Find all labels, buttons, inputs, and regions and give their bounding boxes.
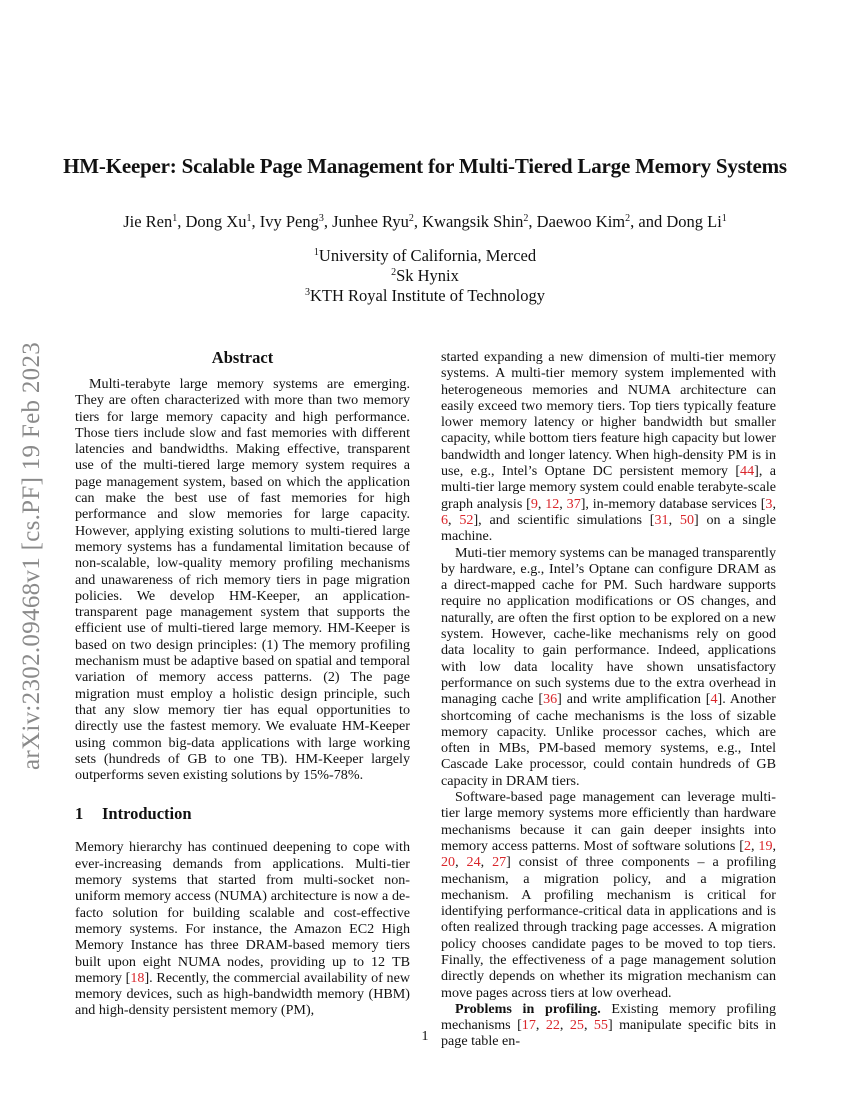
affiliation <box>0 286 850 306</box>
author-name: Ivy Peng <box>259 212 319 231</box>
citation-link[interactable]: 37 <box>566 495 581 512</box>
text-run: , <box>772 837 777 854</box>
affiliation-marker: 1 <box>172 213 178 224</box>
citation-link[interactable]: 55 <box>593 1017 608 1034</box>
text-run: Existing memory profiling mechanisms [ <box>441 1000 776 1034</box>
author-separator: , <box>251 212 260 231</box>
citation-link[interactable]: 19 <box>758 837 773 854</box>
text-run: , <box>559 495 567 512</box>
section-number: 1 <box>75 804 84 824</box>
author-separator: , <box>177 212 186 231</box>
author-separator: , <box>323 212 333 231</box>
section-title: Introduction <box>102 804 192 824</box>
section-heading-introduction <box>75 805 410 823</box>
citation-link[interactable]: 9 <box>530 495 538 512</box>
affiliation-marker: 2 <box>625 213 631 224</box>
text-run: , <box>583 1017 594 1034</box>
body-paragraph <box>441 789 776 1001</box>
paper-title: HM-Keeper: Scalable Page Management for Multi-Tiered Large Memory Systems <box>63 154 787 178</box>
text-run: ], in-memory database services [ <box>580 495 766 512</box>
affiliation-name: Sk Hynix <box>396 266 459 285</box>
text-run: ] consist of three components – a profiling mechanism, a migration policy, and a migration mechanism. A profiling mechanism is critical for identifying performance-critical data in applications and is often realized through tracking page accesses. A migration policy chooses candidate pages to be moved to top tiers. Finally, the effectiveness of a page management solution directly depends on whether its migration mechanism can move pages across tiers at low overhead. <box>441 854 777 1001</box>
citation-link[interactable]: 50 <box>679 511 694 528</box>
text-run: , <box>772 495 776 512</box>
abstract-body: Multi-terabyte large memory systems are emerging. They are often characterized with more than two memory tiers for large memory capacity and high performance. Those tiers include slow and fast memories with different latencies and bandwidths. Making effective, transparent use of the multi-tiered large memory system requires a page management system, based on which the application can make the best use of fast memories for high performance and slow memories for large capacity. However, applying existing solutions to multi-tiered large memory systems has a fundamental limitation because of non-scalable, low-quality memory profiling mechanisms and unawareness of rich memory tiers in page migration policies. We develop HM-Keeper, an application-transparent page management system that supports the efficient use of multi-tiered large memory. HM-Keeper is based on two design principles: (1) The memory profiling mechanism must be adaptive based on spatial and temporal variation of memory access patterns. (2) The page migration must employ a holistic design principle, such that any slow memory tier has equal opportunities to directly use the fastest memory. We evaluate HM-Keeper using common big-data applications with large working sets (hundreds of GB to one TB). HM-Keeper largely outperforms seven existing solutions by 15%-78%. <box>75 376 410 784</box>
affiliation-list <box>0 246 850 306</box>
author-name: Dong Xu <box>185 212 247 231</box>
citation-link[interactable]: 4 <box>710 691 718 708</box>
author-name: Daewoo Kim <box>536 212 626 231</box>
text-run: started expanding a new dimension of multi-tier memory systems. A multi-tier memory system implemented with heterogeneous memories and NUMA architecture can easily exceed two memory tiers. Top tiers typically feature lower memory latency or higher bandwidth but smaller capacity, while bottom tiers feature high capacity but lower bandwidth and longer latency. When high-density PM is in use, e.g., Intel’s Optane DC persistent memory [ <box>441 349 776 480</box>
author-name: Junhee Ryu <box>332 212 409 231</box>
introduction-paragraph <box>75 839 410 1018</box>
citation-link[interactable]: 18 <box>130 969 145 986</box>
citation-link[interactable]: 36 <box>543 691 558 708</box>
affiliation <box>0 266 850 286</box>
body-paragraph <box>441 545 776 789</box>
text-run: Muti-tier memory systems can be managed transparently by hardware, e.g., Intel’s Optane can configure DRAM as a direct-mapped cache for PM. Such hardware supports require no application modifications or OS changes, and naturally, are often the first option to be explored on a new system. However, cache-like mechanisms rely on good data locality to gain performance. Indeed, applications with low data locality have shown unsatisfactory performance on such systems due to the extra overhead in managing cache [ <box>441 544 776 708</box>
citation-link[interactable]: 20 <box>441 854 456 871</box>
affiliation-marker: 2 <box>391 267 397 278</box>
author-separator: , <box>528 212 537 231</box>
affiliation-marker: 3 <box>304 287 310 298</box>
author-name: Jie Ren <box>123 212 173 231</box>
affiliation-name: University of California, Merced <box>318 246 537 265</box>
author-list <box>0 212 850 232</box>
page-number: 1 <box>421 1029 429 1044</box>
arxiv-identifier-stamp: arXiv:2302.09468v1 [cs.PF] 19 Feb 2023 <box>18 341 45 770</box>
text-run: Memory hierarchy has continued deepening to cope with ever-increasing demands from applications. Multi-tier memory systems that started from multi-socket non-uniform memory access (NUMA) architecture is now a de-facto solution for building scalable and cost-effective memory systems. For instance, the Amazon EC2 High Memory Instance has three DRAM-based memory tiers built upon eight NUMA nodes, providing up to 12 TB memory [ <box>75 839 410 986</box>
affiliation <box>0 246 850 266</box>
citation-link[interactable]: 3 <box>765 495 773 512</box>
citation-link[interactable]: 44 <box>740 463 755 480</box>
citation-link[interactable]: 25 <box>569 1017 584 1034</box>
affiliation-marker: 1 <box>721 213 727 224</box>
affiliation-name: KTH Royal Institute of Technology <box>309 286 545 305</box>
left-column <box>75 349 410 1019</box>
text-run: , <box>448 511 460 528</box>
affiliation-marker: 2 <box>523 213 529 224</box>
author-separator: , and <box>630 212 667 231</box>
affiliation-marker: 2 <box>408 213 414 224</box>
citation-link[interactable]: 22 <box>545 1017 560 1034</box>
citation-link[interactable]: 27 <box>492 854 507 871</box>
text-run: , <box>559 1017 570 1034</box>
author-separator: , <box>413 212 423 231</box>
text-run: ]. Recently, the commercial availability of new memory devices, such as high-bandwidth memory (HBM) and high-density persistent memory (PM), <box>75 969 410 1019</box>
affiliation-marker: 1 <box>313 247 319 258</box>
text-run: , <box>535 1017 546 1034</box>
text-run: ] and write amplification [ <box>557 691 711 708</box>
citation-link[interactable]: 6 <box>441 511 449 528</box>
citation-link[interactable]: 31 <box>654 511 669 528</box>
text-run: , <box>537 495 546 512</box>
text-run: ], a multi-tier large memory system could enable terabyte-scale graph analysis [ <box>441 463 776 512</box>
right-column <box>441 349 776 1050</box>
author-name: Kwangsik Shin <box>422 212 524 231</box>
author-name: Dong Li <box>666 212 722 231</box>
text-run: Software-based page management can leverage multi-tier large memory systems more efficiently than hardware mechanisms because it can gain deeper insights into memory access patterns. Most of software solutions [ <box>441 789 776 854</box>
text-run: , <box>751 837 759 854</box>
citation-link[interactable]: 17 <box>521 1017 536 1034</box>
body-paragraph <box>441 349 776 545</box>
citation-link[interactable]: 12 <box>545 495 560 512</box>
text-run: , <box>455 854 467 871</box>
paragraph-run-in-heading: Problems in profiling. <box>455 1000 601 1017</box>
affiliation-marker: 1 <box>246 213 252 224</box>
citation-link[interactable]: 52 <box>459 511 474 528</box>
text-run: ] on a single machine. <box>441 511 777 545</box>
text-run: ], and scientific simulations [ <box>473 511 655 528</box>
text-run: , <box>480 854 493 871</box>
affiliation-marker: 3 <box>318 213 324 224</box>
citation-link[interactable]: 2 <box>743 837 751 854</box>
abstract-heading: Abstract <box>211 348 274 367</box>
text-run: ]. Another shortcoming of cache mechanisms is the loss of sizable memory capacity. Unlike processor caches, which are often in MBs, PM-based memory systems, e.g., Intel Cascade Lake processor, could contain hundreds of GB capacity in DRAM tiers. <box>441 691 777 789</box>
text-run: ] manipulate specific bits in page table en- <box>441 1017 777 1050</box>
text-run: , <box>668 511 680 528</box>
citation-link[interactable]: 24 <box>466 854 481 871</box>
